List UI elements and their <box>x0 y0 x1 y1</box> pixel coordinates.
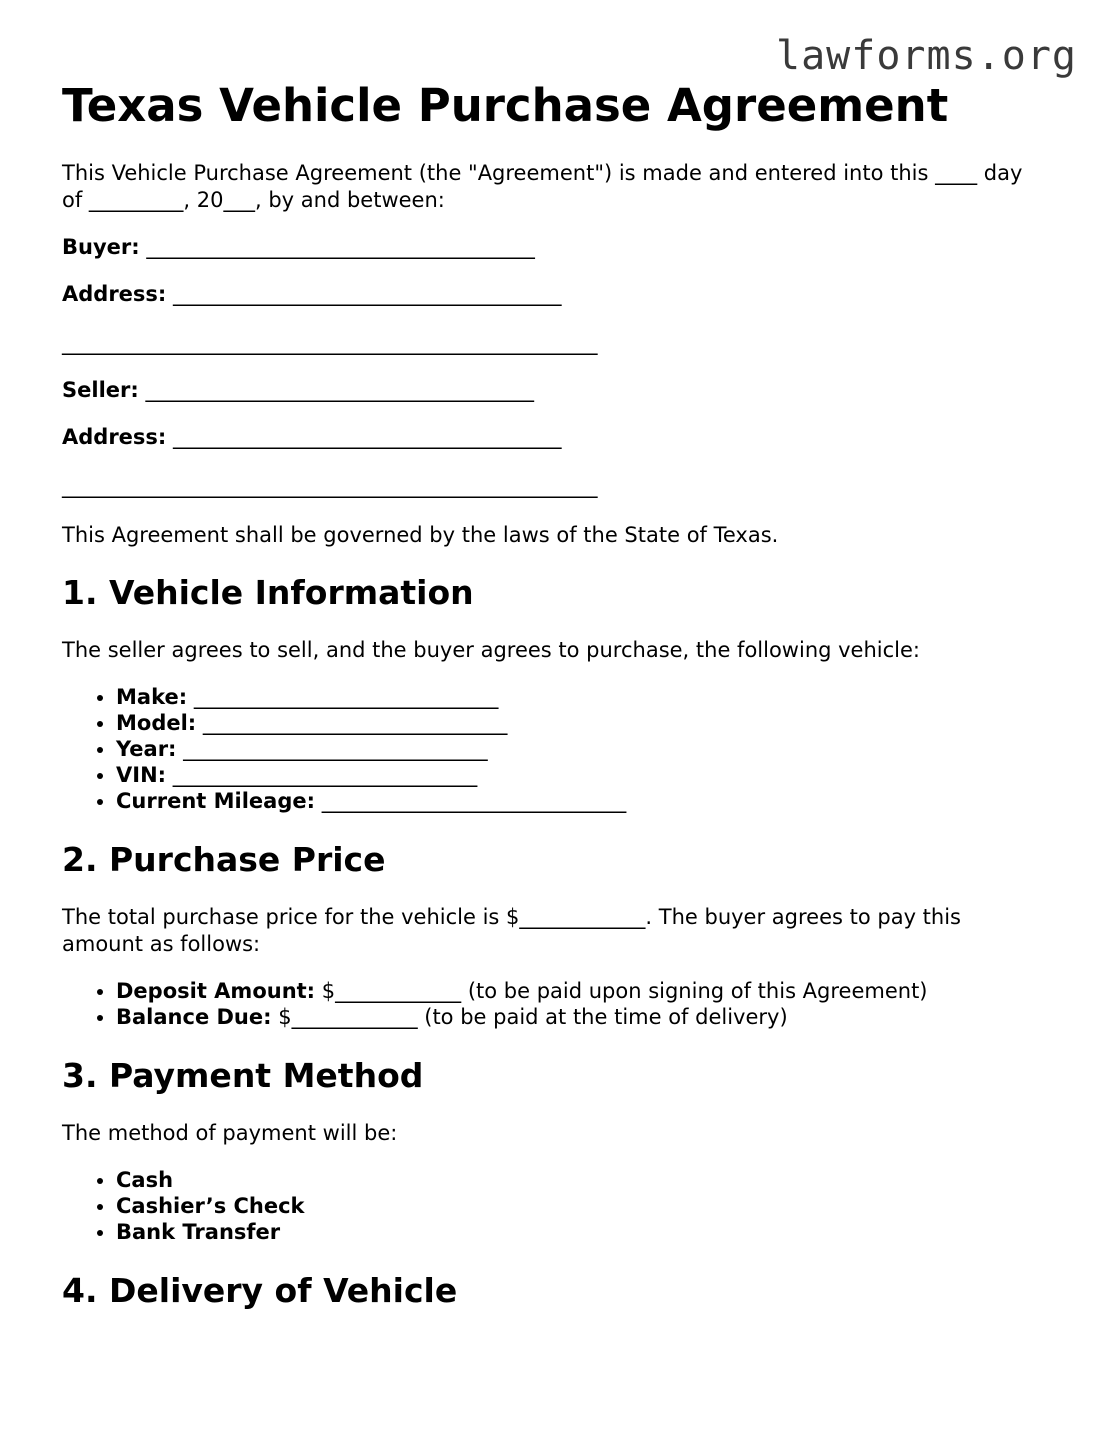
seller-address-blank: _____________________________________ <box>173 425 562 449</box>
buyer-field <box>62 234 1042 261</box>
buyer-address-blank: _____________________________________ <box>173 282 562 306</box>
buyer-label: Buyer: <box>62 235 140 259</box>
list-item-bank-transfer <box>116 1219 1042 1245</box>
model-blank: _____________________________ <box>202 711 508 735</box>
list-item-balance <box>116 1004 1042 1030</box>
seller-blank: _____________________________________ <box>145 378 534 402</box>
seller-address-label: Address: <box>62 425 167 449</box>
make-label: Make: <box>116 685 188 709</box>
list-item-make <box>116 684 1042 710</box>
section-heading-delivery: 4. Delivery of Vehicle <box>62 1271 458 1310</box>
buyer-address-line2: ___________________________________________________ <box>62 331 598 355</box>
section-heading-purchase-price: 2. Purchase Price <box>62 840 386 879</box>
page-title: Texas Vehicle Purchase Agreement <box>62 79 949 132</box>
balance-text: $____________ (to be paid at the time of delivery) <box>278 1005 788 1029</box>
year-blank: _____________________________ <box>183 737 488 761</box>
year-label: Year: <box>116 737 177 761</box>
purchase-price-paragraph: The total purchase price for the vehicle is $____________. The buyer agrees to pay this amount as follows: <box>62 905 961 956</box>
intro-paragraph: This Vehicle Purchase Agreement (the "Agreement") is made and entered into this ____ day of _________, 20___, by and between: <box>62 161 1023 212</box>
list-item-vin <box>116 762 1042 788</box>
buyer-blank: _____________________________________ <box>146 235 535 259</box>
list-item-year <box>116 736 1042 762</box>
seller-field <box>62 377 1042 404</box>
balance-label: Balance Due: <box>116 1005 272 1029</box>
vehicle-info-list <box>62 684 1042 814</box>
governing-law-paragraph: This Agreement shall be governed by the laws of the State of Texas. <box>62 523 779 547</box>
watermark-logo: lawforms.org <box>776 33 1077 79</box>
seller-address-field <box>62 424 1042 451</box>
document-body <box>62 78 1042 1311</box>
model-label: Model: <box>116 711 197 735</box>
list-item-cashiers-check <box>116 1193 1042 1219</box>
section-heading-vehicle-information: 1. Vehicle Information <box>62 573 474 612</box>
buyer-address-label: Address: <box>62 282 167 306</box>
make-blank: _____________________________ <box>193 685 499 709</box>
deposit-label: Deposit Amount: <box>116 979 316 1003</box>
section-heading-payment-method: 3. Payment Method <box>62 1056 424 1095</box>
payment-method-paragraph: The method of payment will be: <box>62 1121 398 1145</box>
list-item-deposit <box>116 978 1042 1004</box>
deposit-text: $____________ (to be paid upon signing of this Agreement) <box>321 979 928 1003</box>
cashiers-check-option: Cashier’s Check <box>116 1194 305 1218</box>
cash-option: Cash <box>116 1168 174 1192</box>
seller-label: Seller: <box>62 378 139 402</box>
vehicle-intro-paragraph: The seller agrees to sell, and the buyer agrees to purchase, the following vehicle: <box>62 638 920 662</box>
payment-terms-list <box>62 978 1042 1030</box>
vin-blank: _____________________________ <box>172 763 478 787</box>
mileage-label: Current Mileage: <box>116 789 315 813</box>
list-item-model <box>116 710 1042 736</box>
bank-transfer-option: Bank Transfer <box>116 1220 281 1244</box>
vin-label: VIN: <box>116 763 167 787</box>
mileage-blank: _____________________________ <box>321 789 627 813</box>
list-item-cash <box>116 1167 1042 1193</box>
payment-method-list <box>62 1167 1042 1245</box>
seller-address-line2: ___________________________________________________ <box>62 474 598 498</box>
buyer-address-field <box>62 281 1042 308</box>
list-item-mileage <box>116 788 1042 814</box>
